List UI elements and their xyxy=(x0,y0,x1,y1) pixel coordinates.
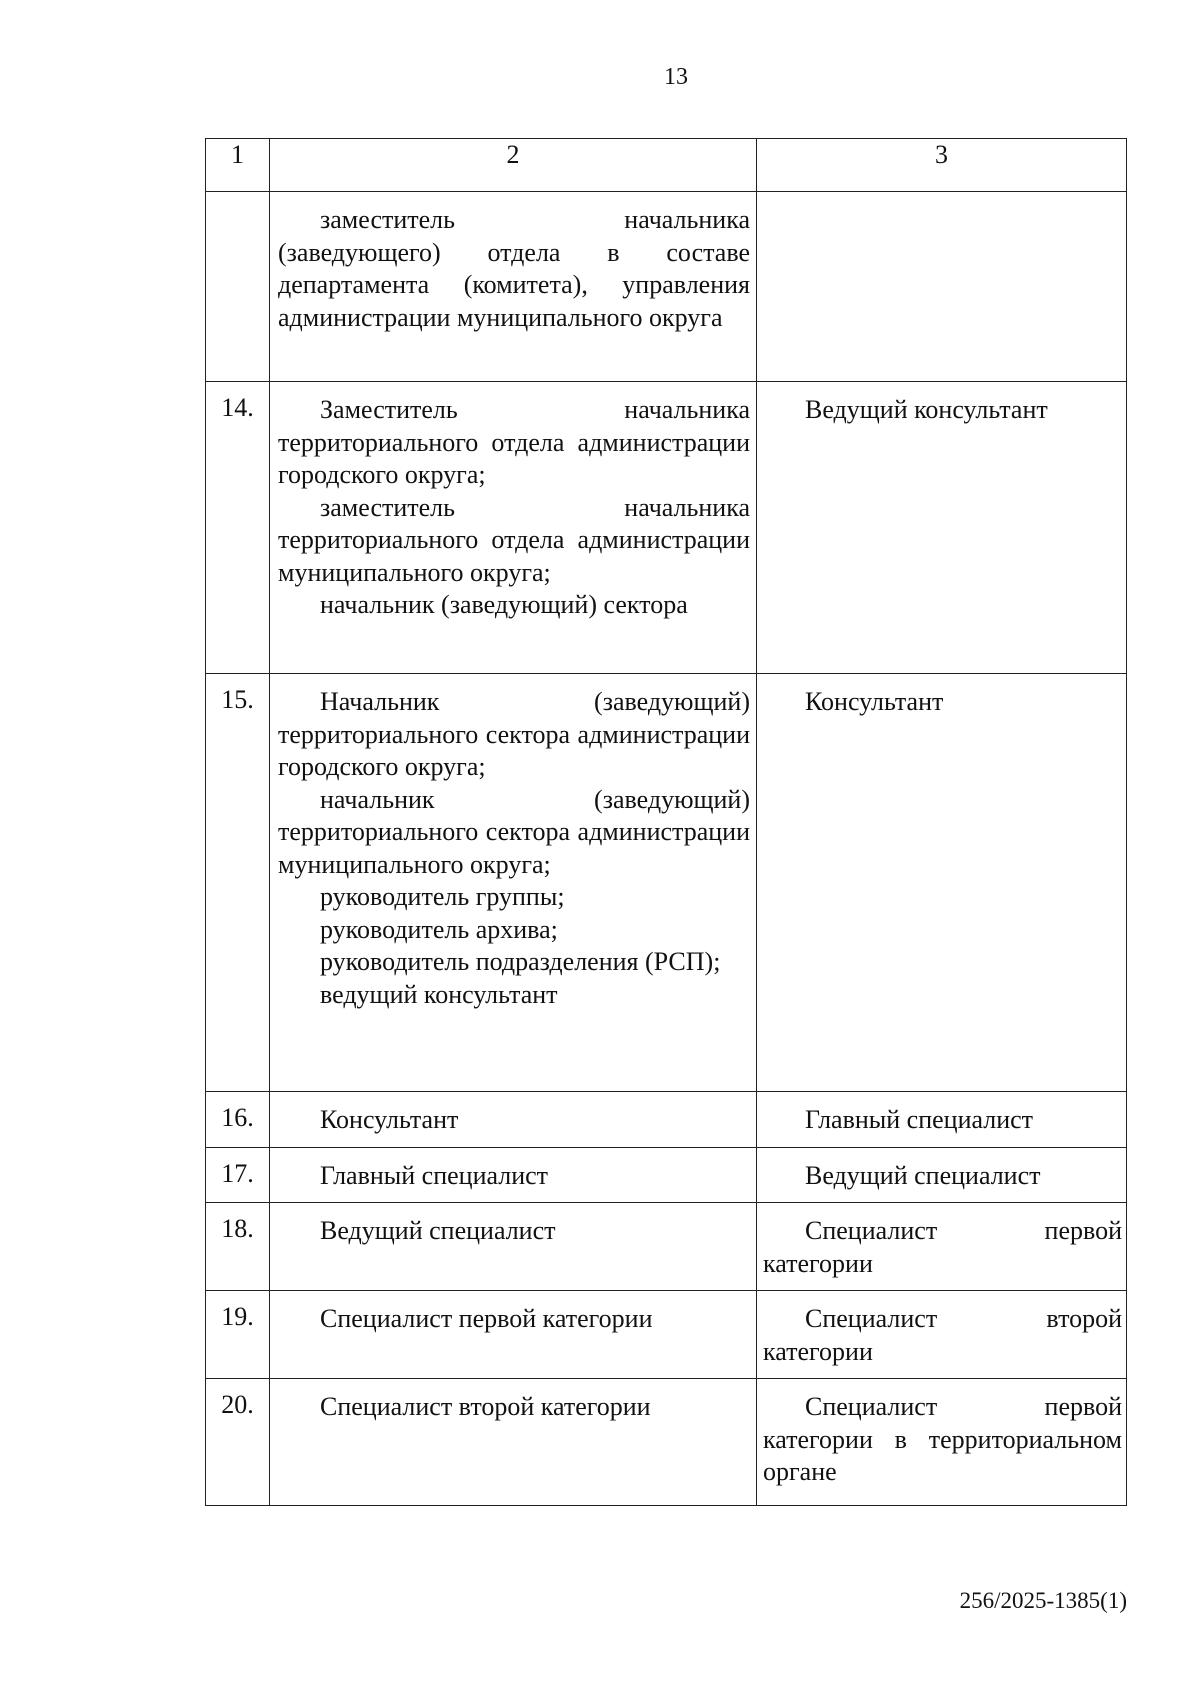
position-line: руководитель архива; xyxy=(320,914,558,944)
position-line: заместитель начальника (заведующего) отдела в составе департамента (комитета), управления администрации муниципального округа xyxy=(278,205,750,332)
equivalent-position: Главный специалист xyxy=(805,1105,1034,1134)
row-equivalent-cell xyxy=(757,192,1127,382)
row-position-cell xyxy=(270,1203,757,1291)
row-number: 18. xyxy=(206,1203,270,1291)
table-row xyxy=(206,1147,1127,1203)
position-line: начальник (заведующий) территориального сектора администрации муниципального округа; xyxy=(278,784,750,879)
position-line: руководитель подразделения (РСП); xyxy=(320,947,721,976)
header-col-2: 2 xyxy=(270,139,757,192)
position-line: Ведущий специалист xyxy=(320,1216,556,1245)
position-line: ведущий консультант xyxy=(320,979,558,1009)
row-equivalent-cell xyxy=(757,1291,1127,1379)
equivalent-position: Ведущий консультант xyxy=(805,395,1048,424)
equivalent-position: Консультант xyxy=(805,687,944,716)
row-equivalent-cell xyxy=(757,674,1127,1092)
table-row xyxy=(206,1291,1127,1379)
row-position-cell xyxy=(270,1092,757,1148)
row-number: 20. xyxy=(206,1379,270,1506)
row-number: 17. xyxy=(206,1147,270,1203)
row-position-cell xyxy=(270,674,757,1092)
row-position-cell xyxy=(270,1291,757,1379)
row-equivalent-cell xyxy=(757,1379,1127,1506)
row-position-cell xyxy=(270,192,757,382)
table-row-continued xyxy=(206,192,1127,382)
position-line: заместитель начальника территориального отдела администрации муниципального округа; xyxy=(278,492,750,587)
table-row xyxy=(206,1203,1127,1291)
position-line: руководитель группы; xyxy=(320,882,565,911)
positions-table xyxy=(205,138,1127,1506)
row-position-cell xyxy=(270,382,757,674)
document-registration-code: 256/2025-1385(1) xyxy=(959,1588,1127,1613)
table-row xyxy=(206,1379,1127,1506)
header-col-3: 3 xyxy=(757,139,1127,192)
position-line: начальник (заведующий) сектора xyxy=(320,590,688,619)
table-row xyxy=(206,1092,1127,1148)
row-number: 19. xyxy=(206,1291,270,1379)
position-line: Консультант xyxy=(320,1105,459,1134)
table-row xyxy=(206,382,1127,674)
equivalent-position: Специалист первой категории xyxy=(763,1216,1122,1278)
row-number xyxy=(206,192,270,382)
row-equivalent-cell xyxy=(757,382,1127,674)
row-position-cell xyxy=(270,1147,757,1203)
row-number: 14. xyxy=(206,382,270,674)
position-line: Главный специалист xyxy=(320,1160,549,1190)
equivalent-position: Ведущий специалист xyxy=(805,1160,1041,1190)
row-position-cell xyxy=(270,1379,757,1506)
position-line: Специалист второй категории xyxy=(320,1392,651,1421)
row-number: 15. xyxy=(206,674,270,1092)
row-equivalent-cell xyxy=(757,1092,1127,1148)
equivalent-position: Специалист второй категории xyxy=(763,1304,1122,1366)
row-equivalent-cell xyxy=(757,1147,1127,1203)
row-number: 16. xyxy=(206,1092,270,1148)
page-number: 13 xyxy=(664,64,688,90)
position-line: Заместитель начальника территориального отдела администрации городского округа; xyxy=(278,395,750,489)
table-row xyxy=(206,674,1127,1092)
header-col-1: 1 xyxy=(206,139,270,192)
table-header-row xyxy=(206,139,1127,192)
row-equivalent-cell xyxy=(757,1203,1127,1291)
position-line: Специалист первой категории xyxy=(320,1304,653,1333)
equivalent-position: Специалист первой категории в территориальном органе xyxy=(763,1392,1122,1486)
position-line: Начальник (заведующий) территориального сектора администрации городского округа; xyxy=(278,687,750,781)
